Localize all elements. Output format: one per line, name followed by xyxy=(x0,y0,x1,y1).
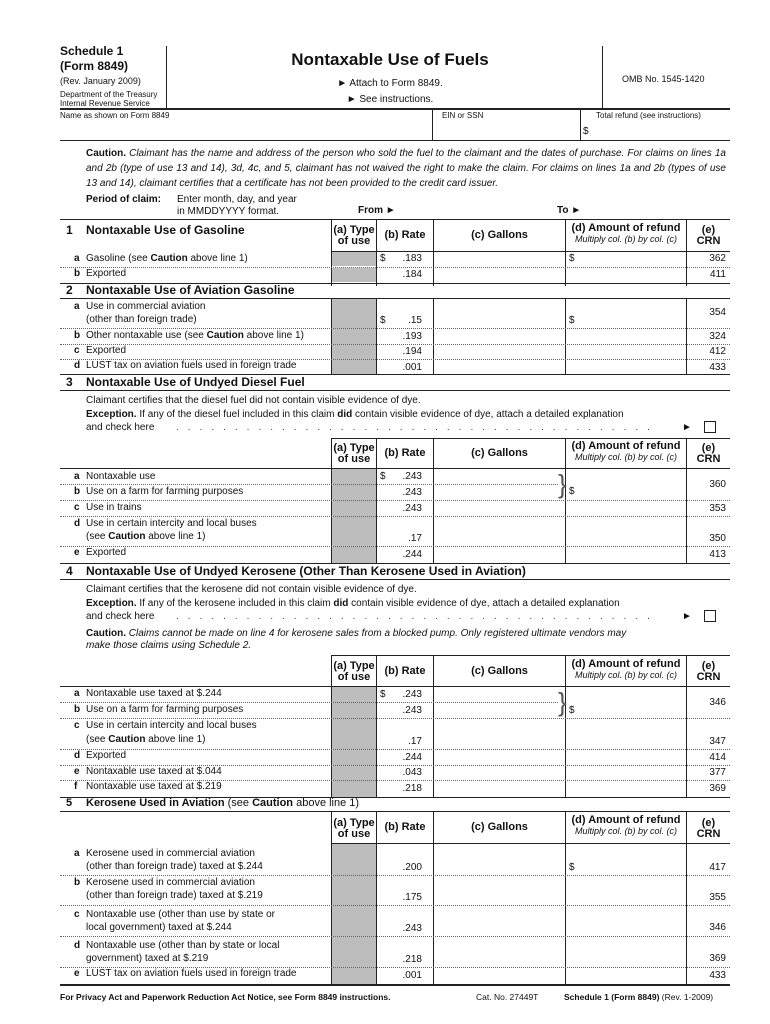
line-3e-label: Exported xyxy=(86,547,127,558)
line-5a-rate: .200 xyxy=(402,862,422,873)
line-4e-label: Nontaxable use taxed at $.044 xyxy=(86,766,222,777)
line-5c-label-1: Nontaxable use (other than use by state or xyxy=(86,909,276,920)
line-5c-amount[interactable] xyxy=(568,920,682,934)
period-to-label: To ► xyxy=(557,205,582,216)
line-5a-crn: 417 xyxy=(709,862,726,873)
line-5d-crn: 369 xyxy=(709,953,726,964)
period-from-label: From ► xyxy=(358,205,396,216)
section-5-number: 5 xyxy=(66,797,73,809)
line-1a-label: Gasoline (see Caution above line 1) xyxy=(86,253,248,264)
period-from-field[interactable] xyxy=(408,204,548,218)
line-5a-letter: a xyxy=(74,848,80,859)
line-4d-gallons[interactable] xyxy=(436,750,562,763)
line-5e-label: LUST tax on aviation fuels used in foreign trade xyxy=(86,968,297,979)
period-text-1: Enter month, day, and year xyxy=(177,194,297,205)
see-instructions: ► See instructions. xyxy=(346,94,434,105)
section-2-title: Nontaxable Use of Aviation Gasoline xyxy=(86,283,295,297)
line-2c-crn: 412 xyxy=(709,346,726,357)
line-5c-gallons[interactable] xyxy=(436,920,562,934)
section-3-checkbox[interactable] xyxy=(704,421,716,433)
s3-col-d-header: (d) Amount of refund Multiply col. (b) by col. (c) xyxy=(571,440,681,462)
caution-text: Claimant has the name and address of the person who sold the fuel to the claimant and the dates of purchase. For claims on lines 1a and 2b (type of use 13 and 14), 3d, 4c, and 5, claimant has not waived the right to make the claim. For claims on lines 1a and 2b (types of use 13 and 14), claimant certifies that a certificate has not been provided to the credit card issuer. xyxy=(86,148,726,189)
line-1a-crn: 362 xyxy=(709,253,726,264)
line-4d-label: Exported xyxy=(86,750,127,761)
form-number: (Form 8849) xyxy=(60,59,129,73)
line-3c-rate: .243 xyxy=(402,503,422,514)
line-1b-label: Exported xyxy=(86,268,127,279)
line-3d-letter: d xyxy=(74,518,81,529)
line-5a-amount[interactable] xyxy=(578,859,682,873)
caution-paragraph xyxy=(86,146,726,191)
line-5d-label-2: government) taxed at $.219 xyxy=(86,953,209,964)
name-field[interactable] xyxy=(60,121,428,137)
line-2d-label: LUST tax on aviation fuels used in foreign trade xyxy=(86,360,297,371)
section-1-title: Nontaxable Use of Gasoline xyxy=(86,223,245,237)
line-2d-gallons[interactable] xyxy=(436,360,562,373)
s3-col-e-header: (e) CRN xyxy=(696,442,721,465)
line-5d-rate: .218 xyxy=(402,954,422,965)
line-4e-rate: .043 xyxy=(402,767,422,778)
s4-col-d-header: (d) Amount of refund Multiply col. (b) by col. (c) xyxy=(571,658,681,680)
line-2a-gallons[interactable] xyxy=(436,312,562,326)
caution-label: Caution. xyxy=(86,148,126,159)
line-4f-gallons[interactable] xyxy=(436,781,562,794)
line-1b-letter: b xyxy=(74,268,81,279)
line-2a-letter: a xyxy=(74,301,80,312)
catalog-number: Cat. No. 27449T xyxy=(476,992,539,1002)
s3-col-a-header: (a) Type of use xyxy=(333,442,375,465)
line-3d-gallons[interactable] xyxy=(436,530,562,544)
line-5b-amount[interactable] xyxy=(568,889,682,903)
section-4-check-label: and check here xyxy=(86,611,155,622)
form-page: Schedule 1 (Form 8849) (Rev. January 2009) Department of the Treasury Internal Revenue Service Nontaxable Use of Fuels ► Attach to Form 8849. ► See instructions. OMB No. 1545-1420 Name as shown on Form 8849 EIN or SSN Total refund (see instructions) $ Caution. Claimant has the name and address of the person who sold the fuel to the claimant and the dates of purchase. For claims on lines 1a and 2b (type of use 13 and 14), 3d, 4c, and 5, claimant has not waived the right to make the claim. For claims on lines 1a and 2b (types of use 13 and 14), claimant certifies that a certificate has not been provided to the credit card issuer. Period of claim: Enter month, day, and year in MMDDYYYY format. From ► To ► 1 Nontaxable Use of Gasoline (a) Type of use (b) Rate (c) Gallons (d) Amount of refund Multiply col. (b) by col. (c) (e) CRN a Gasoline (see Caution above line 1) $ .183 $ 362 b Exported .184 411 2 Nontaxable Use of Aviation Gasoline a Use in commercial aviation (other than foreign trade) $ .15 $ 354 b Other nontaxable use (see Caution above line 1) .193 324 c Exported .194 412 d LUST tax on aviation fuels used in foreign trade .001 433 3 Nontaxable Use of Undyed Diesel Fuel Claimant certifies that the diesel fuel did not contain visible evidence of dye. Exception. If any of the diesel fuel included in this claim did contain visible evidence of dye, attach a detailed explanation and check here ......................................... ► (a) Type of use (b) Rate (c) Gallons (d) Amount of refund Multiply col. (b) by col. (c) (e) CRN a Nontaxable use $ .243 b Use on a farm for farming purposes .243 } $ 360 c Use in trains .243 353 d Use in certain intercity and local buses (see Caution above line 1) .17 350 e Exported .244 413 4 Nontaxable Use of Undyed Kerosene (Other Than Kerosene Used in Aviation) Claimant certifies that the kerosene did not contain visible evidence of dye. Exception. If any of the kerosene included in this claim did contain visible evidence of dye, attach a detailed explanation and check here ......................................... ► Caution. Claims cannot be made on line 4 for kerosene sales from a blocked pump. Only registered ultimate vendors may make those claims using Schedule 2. (a) Type of use (b) Rate (c) Gallons (d) Amount of refund Multiply col. (b) by col. (c) (e) CRN a Nontaxable use taxed at $.244 $ .243 b Use on a farm for farming purposes .243 } $ 346 c Use in certain intercity and local buses (see Caution above line 1) .17 347 d Exported .244 414 e Nontaxable use taxed at $.044 .043 377 f Nontaxable use taxed at $.219 .218 369 5 Kerosene Used in Aviation (see Caution above line 1) (a) Type of use (b) Rate (c) Gallons (d) Amount of refund Multiply col. (b) by col. (c) (e) CRN a Kerosene used in commercial aviation (other than foreign trade) taxed at $.244 .200 $ 417 b Kerosene used in commercial aviation (other than foreign trade) taxed at $.219 .175 355 c Nontaxable use (other than use by state or local government) taxed at $.244 .243 346 d Nontaxable use (other than by state or local government) taxed at $.219 .218 369 e LUST tax on aviation fuels used in foreign trade .001 433 For Privacy Act and Paperwork Reduction Act Notice, see Form 8849 instructions. Cat. No. 27449T Schedule 1 (Form 8849) (Rev. 1-2009) xyxy=(0,0,770,1024)
period-text-2: in MMDDYYYY format. xyxy=(177,206,280,217)
line-3d-amount[interactable] xyxy=(568,530,682,544)
department-line-1: Department of the Treasury xyxy=(60,90,158,99)
line-5a-label-2: (other than foreign trade) taxed at $.244 xyxy=(86,861,263,872)
section-2-number: 2 xyxy=(66,283,73,297)
s5-col-d-header: (d) Amount of refund Multiply col. (b) by col. (c) xyxy=(571,814,681,836)
line-4c-label-2: (see Caution above line 1) xyxy=(86,734,206,745)
line-3e-crn: 413 xyxy=(709,549,726,560)
line-3c-gallons[interactable] xyxy=(436,502,562,515)
line-4b-label: Use on a farm for farming purposes xyxy=(86,704,244,715)
line-3b-letter: b xyxy=(74,486,81,497)
line-4c-gallons[interactable] xyxy=(436,733,562,747)
line-5b-crn: 355 xyxy=(709,892,726,903)
line-5e-rate: .001 xyxy=(402,970,422,981)
line-5d-letter: d xyxy=(74,940,81,951)
section-3-exception: Exception. If any of the diesel fuel included in this claim did contain visible evidence of dye, attach a detailed explanation xyxy=(86,409,624,420)
line-4b-gallons[interactable] xyxy=(436,704,556,717)
col-c-header: (c) Gallons xyxy=(471,229,528,241)
line-4b-rate: .243 xyxy=(402,705,422,716)
s5-col-e-header: (e) CRN xyxy=(696,817,721,840)
line-1a-letter: a xyxy=(74,253,80,264)
line-5c-label-2: local government) taxed at $.244 xyxy=(86,922,232,933)
line-5d-gallons[interactable] xyxy=(436,951,562,965)
line-1a-rate: .183 xyxy=(402,253,422,264)
line-4f-label: Nontaxable use taxed at $.219 xyxy=(86,781,222,792)
line-3c-label: Use in trains xyxy=(86,502,142,513)
line-4a-gallons[interactable] xyxy=(436,688,556,701)
line-4c-label-1: Use in certain intercity and local buses xyxy=(86,720,257,731)
s3-col-c-header: (c) Gallons xyxy=(471,447,528,459)
line-3d-crn: 350 xyxy=(709,533,726,544)
line-4c-letter: c xyxy=(74,720,80,731)
line-2c-gallons[interactable] xyxy=(436,345,562,358)
line-1b-rate: .184 xyxy=(402,269,422,280)
s5-col-b-header: (b) Rate xyxy=(384,821,426,833)
line-5b-letter: b xyxy=(74,877,81,888)
s5-col-c-header: (c) Gallons xyxy=(471,821,528,833)
name-label: Name as shown on Form 8849 xyxy=(60,111,170,120)
line-2d-letter: d xyxy=(74,360,81,371)
line-3ab-crn: 360 xyxy=(709,479,726,490)
line-2d-amount[interactable] xyxy=(568,360,682,373)
col-b-header: (b) Rate xyxy=(384,229,426,241)
section-1-number: 1 xyxy=(66,223,73,237)
line-2d-rate: .001 xyxy=(402,362,422,373)
omb-number: OMB No. 1545-1420 xyxy=(622,74,705,84)
line-2b-letter: b xyxy=(74,330,81,341)
line-5d-amount[interactable] xyxy=(568,951,682,965)
s4-col-a-header: (a) Type of use xyxy=(333,660,375,683)
revision-date: (Rev. January 2009) xyxy=(60,76,141,86)
line-3c-letter: c xyxy=(74,502,80,513)
line-2b-label: Other nontaxable use (see Caution above line 1) xyxy=(86,330,304,341)
line-4d-crn: 414 xyxy=(709,752,726,763)
line-5d-label-1: Nontaxable use (other than by state or local xyxy=(86,940,280,951)
line-2b-amount[interactable] xyxy=(568,329,682,342)
line-3c-amount[interactable] xyxy=(568,502,682,515)
line-3a-label: Nontaxable use xyxy=(86,471,156,482)
line-2c-letter: c xyxy=(74,345,80,356)
line-4e-letter: e xyxy=(74,766,80,777)
line-4d-amount[interactable] xyxy=(568,750,682,763)
line-4c-crn: 347 xyxy=(709,736,726,747)
line-2b-gallons[interactable] xyxy=(436,329,562,342)
line-4e-crn: 377 xyxy=(709,767,726,778)
dollar-sign: $ xyxy=(583,126,589,137)
line-2b-crn: 324 xyxy=(709,331,726,342)
s4-col-e-header: (e) CRN xyxy=(696,660,721,683)
schedule-number: Schedule 1 xyxy=(60,44,124,58)
line-5b-label-1: Kerosene used in commercial aviation xyxy=(86,877,255,888)
line-3ab-amount[interactable] xyxy=(578,477,682,497)
line-1a-gallons[interactable] xyxy=(436,252,562,266)
period-label: Period of claim: xyxy=(86,194,162,205)
line-1b-gallons[interactable] xyxy=(436,268,562,282)
col-a-header: (a) Type of use xyxy=(333,224,375,247)
line-3a-rate: .243 xyxy=(402,471,422,482)
line-2a-label-2: (other than foreign trade) xyxy=(86,314,197,325)
line-2a-label-1: Use in commercial aviation xyxy=(86,301,206,312)
attach-instruction: ► Attach to Form 8849. xyxy=(337,78,443,89)
period-to-field[interactable] xyxy=(598,204,728,218)
line-4d-rate: .244 xyxy=(402,752,422,763)
line-4f-rate: .218 xyxy=(402,783,422,794)
form-title: Nontaxable Use of Fuels xyxy=(291,50,489,69)
s4-col-c-header: (c) Gallons xyxy=(471,665,528,677)
ein-field[interactable] xyxy=(436,121,576,137)
line-2a-rate: .15 xyxy=(408,315,422,326)
line-4ab-amount[interactable] xyxy=(578,695,682,715)
section-3-certification: Claimant certifies that the diesel fuel did not contain visible evidence of dye. xyxy=(86,395,421,406)
total-refund-field[interactable] xyxy=(594,121,728,137)
section-3-title: Nontaxable Use of Undyed Diesel Fuel xyxy=(86,375,305,389)
line-5e-amount[interactable] xyxy=(568,968,682,982)
col-d-header: (d) Amount of refund Multiply col. (b) by col. (c) xyxy=(571,222,681,244)
line-1b-amount[interactable] xyxy=(568,268,682,282)
line-4a-rate: .243 xyxy=(402,689,422,700)
line-5c-rate: .243 xyxy=(402,923,422,934)
line-3d-rate: .17 xyxy=(408,533,422,544)
line-5e-crn: 433 xyxy=(709,970,726,981)
line-3b-label: Use on a farm for farming purposes xyxy=(86,486,244,497)
line-4b-letter: b xyxy=(74,704,81,715)
line-4f-crn: 369 xyxy=(709,783,726,794)
line-4ab-crn: 346 xyxy=(709,697,726,708)
col-e-header: (e) CRN xyxy=(696,224,721,247)
line-1b-crn: 411 xyxy=(710,269,726,280)
line-5b-rate: .175 xyxy=(402,892,422,903)
line-3a-gallons[interactable] xyxy=(436,470,556,483)
line-4e-amount[interactable] xyxy=(568,766,682,779)
line-2c-amount[interactable] xyxy=(568,345,682,358)
privacy-notice: For Privacy Act and Paperwork Reduction Act Notice, see Form 8849 instructions. xyxy=(60,992,391,1002)
line-4f-amount[interactable] xyxy=(568,781,682,794)
section-5-title: Kerosene Used in Aviation (see Caution above line 1) xyxy=(86,797,360,809)
line-4d-letter: d xyxy=(74,750,81,761)
line-3e-gallons[interactable] xyxy=(436,547,562,560)
line-3b-gallons[interactable] xyxy=(436,486,556,499)
line-5c-letter: c xyxy=(74,909,80,920)
section-4-exception: Exception. If any of the kerosene included in this claim did contain visible evidence of dye, attach a detailed explanation xyxy=(86,598,620,609)
line-5a-label-1: Kerosene used in commercial aviation xyxy=(86,848,255,859)
line-2c-label: Exported xyxy=(86,345,127,356)
section-4-title: Nontaxable Use of Undyed Kerosene (Other Than Kerosene Used in Aviation) xyxy=(86,564,526,578)
line-3d-label-1: Use in certain intercity and local buses xyxy=(86,518,257,529)
line-5b-gallons[interactable] xyxy=(436,889,562,903)
line-4a-label: Nontaxable use taxed at $.244 xyxy=(86,688,222,699)
line-5c-crn: 346 xyxy=(709,922,726,933)
line-3d-label-2: (see Caution above line 1) xyxy=(86,531,206,542)
section-4-number: 4 xyxy=(66,564,73,578)
line-3b-rate: .243 xyxy=(402,487,422,498)
footer-form-id: Schedule 1 (Form 8849) (Rev. 1-2009) xyxy=(564,992,714,1002)
line-5a-gallons[interactable] xyxy=(436,859,562,873)
line-3a-letter: a xyxy=(74,471,80,482)
total-refund-label: Total refund (see instructions) xyxy=(596,111,701,120)
line-4e-gallons[interactable] xyxy=(436,766,562,779)
line-2d-crn: 433 xyxy=(709,362,726,373)
line-2c-rate: .194 xyxy=(402,346,422,357)
line-2a-crn: 354 xyxy=(709,307,726,318)
line-4f-letter: f xyxy=(74,781,78,792)
s4-col-b-header: (b) Rate xyxy=(384,665,426,677)
line-2b-rate: .193 xyxy=(402,331,422,342)
section-4-certification: Claimant certifies that the kerosene did not contain visible evidence of dye. xyxy=(86,584,417,595)
line-4c-amount[interactable] xyxy=(568,733,682,747)
line-3c-crn: 353 xyxy=(709,503,726,514)
s5-col-a-header: (a) Type of use xyxy=(333,817,375,840)
section-4-caution: Caution. Claims cannot be made on line 4 for kerosene sales from a blocked pump. Only registered ultimate vendors may make those claims using Schedule 2. xyxy=(86,628,627,651)
section-3-number: 3 xyxy=(66,375,73,389)
line-3e-amount[interactable] xyxy=(568,547,682,560)
department-line-2: Internal Revenue Service xyxy=(60,99,150,108)
line-5b-label-2: (other than foreign trade) taxed at $.219 xyxy=(86,890,263,901)
line-2a-amount[interactable] xyxy=(578,312,682,326)
line-5e-gallons[interactable] xyxy=(436,968,562,982)
line-3e-rate: .244 xyxy=(402,549,422,560)
section-4-checkbox[interactable] xyxy=(704,610,716,622)
line-5e-letter: e xyxy=(74,968,80,979)
ein-label: EIN or SSN xyxy=(442,111,484,120)
s3-col-b-header: (b) Rate xyxy=(384,447,426,459)
line-4c-rate: .17 xyxy=(408,736,422,747)
line-3e-letter: e xyxy=(74,547,80,558)
line-4a-letter: a xyxy=(74,688,80,699)
line-1a-amount[interactable] xyxy=(578,252,682,266)
section-3-check-label: and check here xyxy=(86,422,155,433)
